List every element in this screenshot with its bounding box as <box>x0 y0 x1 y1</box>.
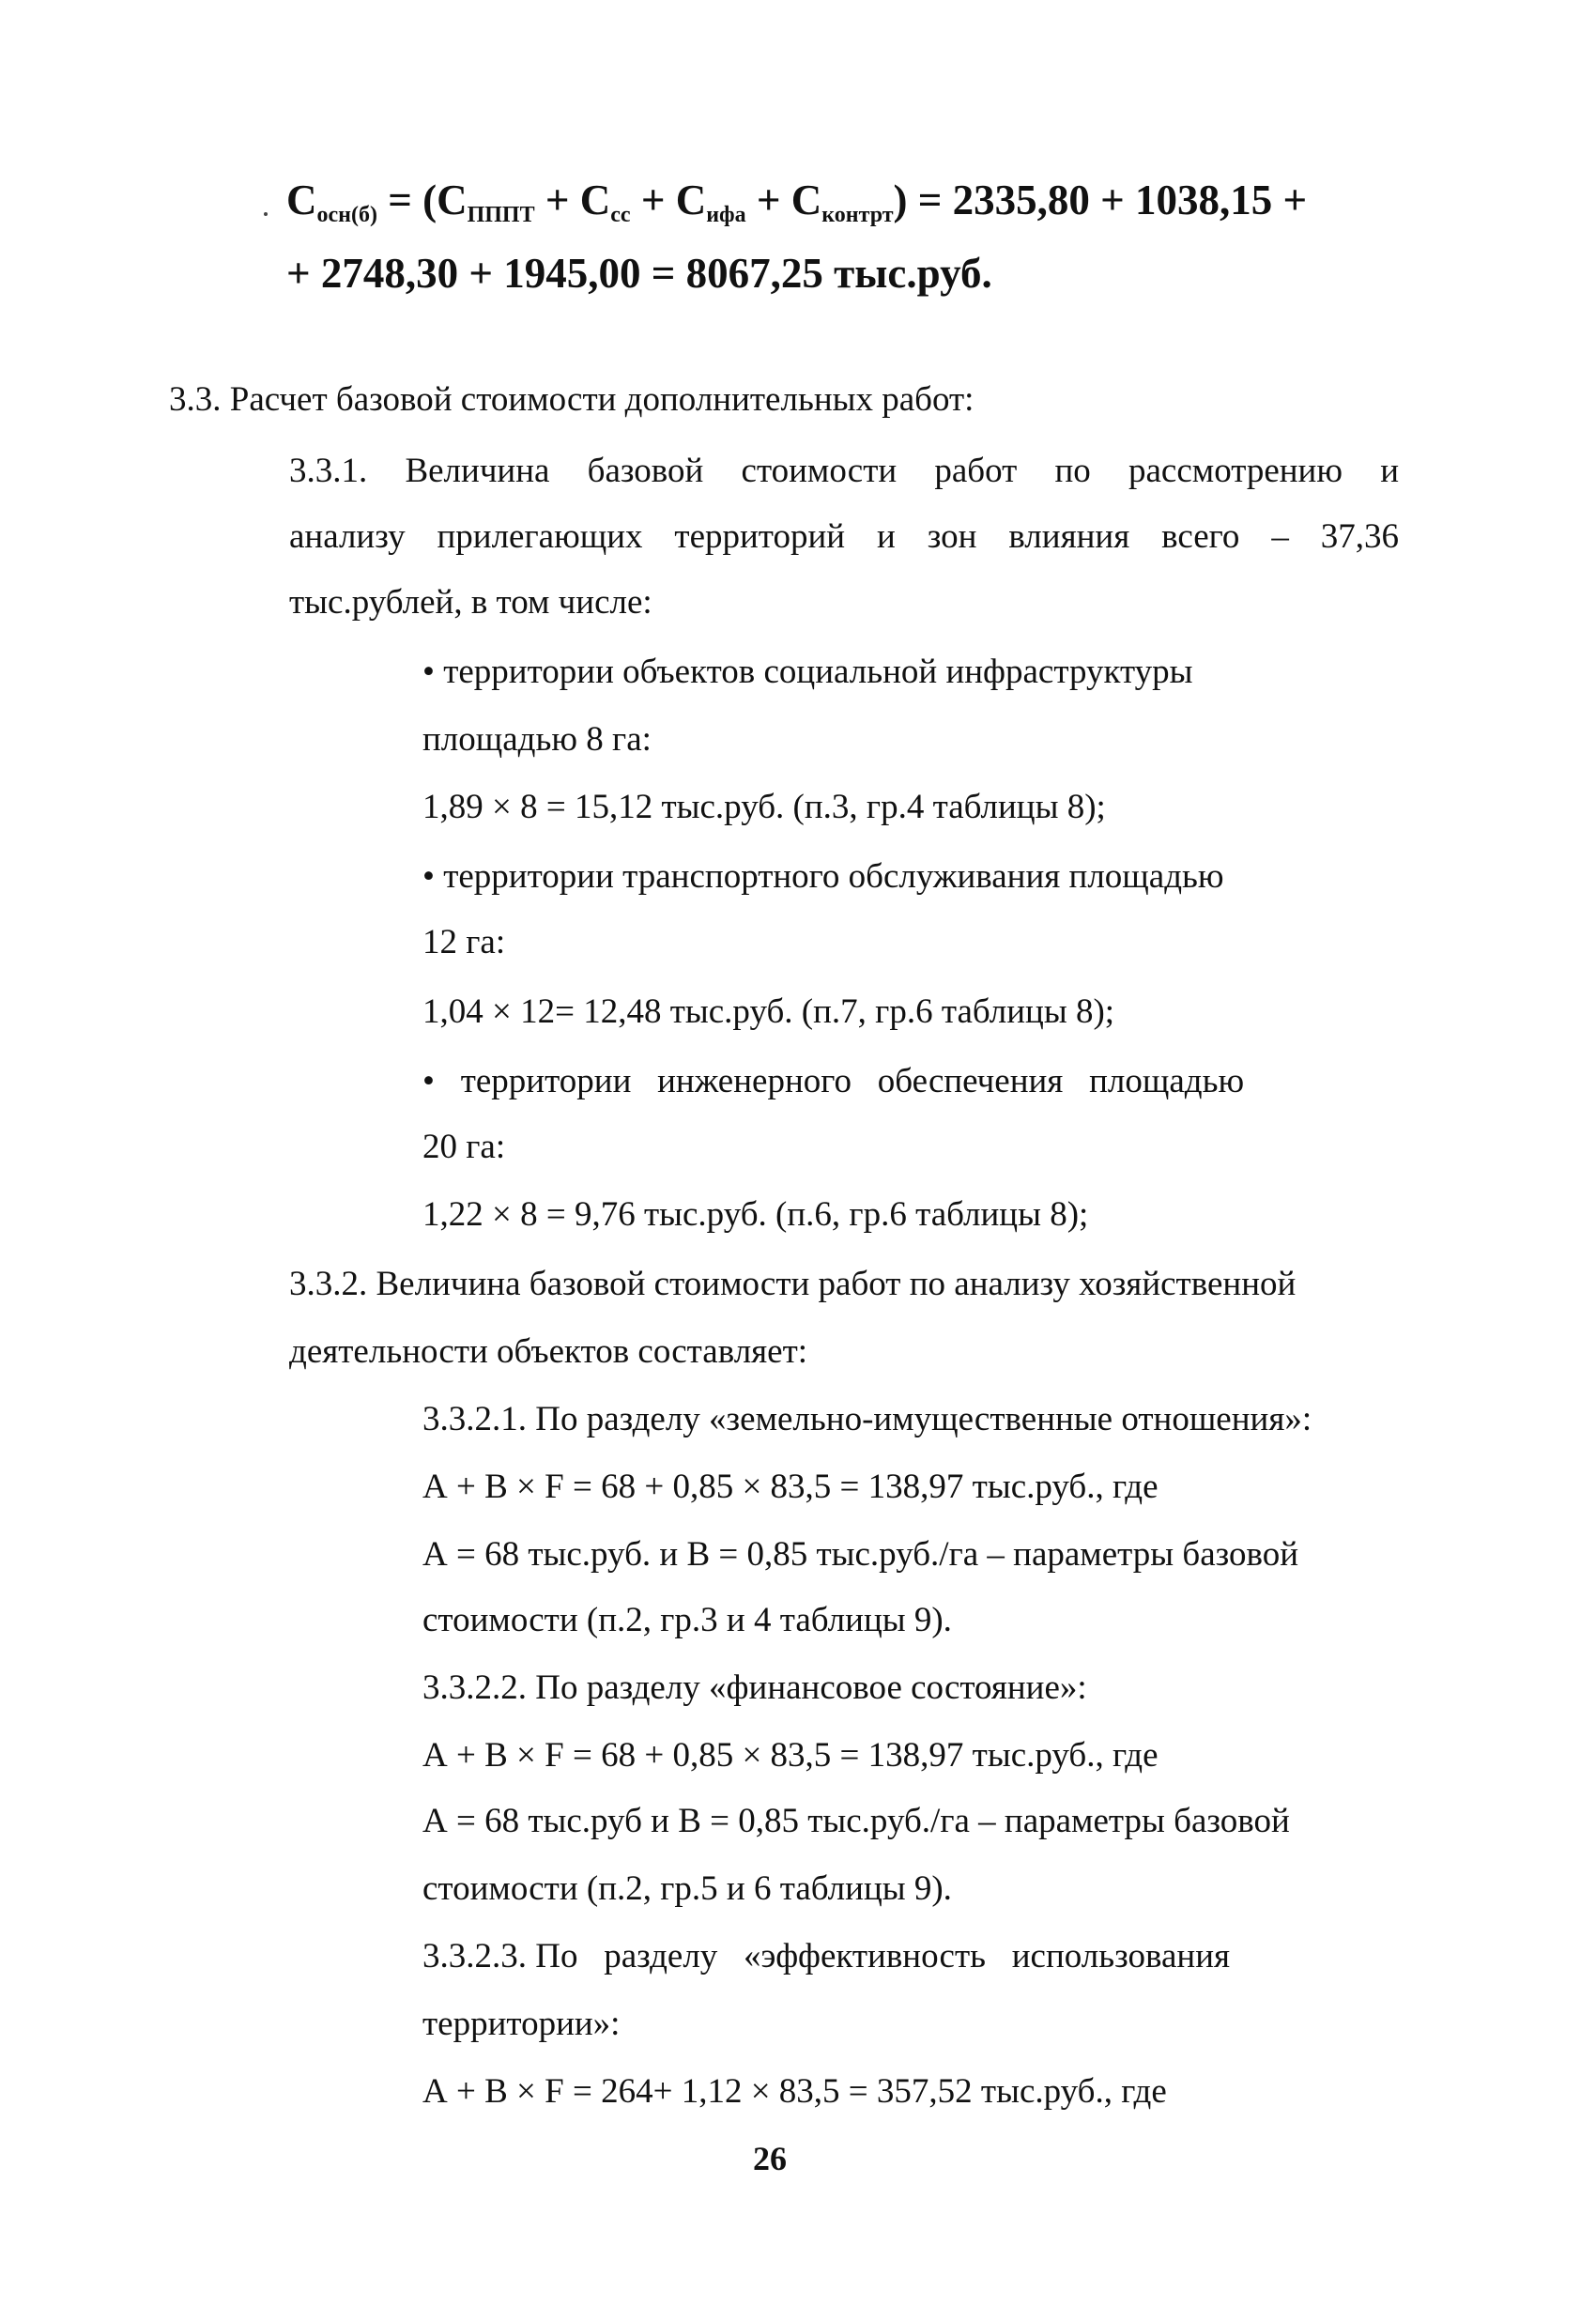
formula-part: + С <box>534 177 611 223</box>
bullet-item: 12 га: <box>422 923 506 961</box>
formula-lhs: С <box>286 177 317 223</box>
formula-line-2: + 2748,30 + 1945,00 = 8067,25 тыс.руб. <box>286 250 992 297</box>
params-line: А = 68 тыс.руб. и В = 0,85 тыс.руб./га – параметры базовой <box>422 1535 1299 1574</box>
calc-line: А + В × F = 68 + 0,85 × 83,5 = 138,97 тыс.руб., где <box>422 1468 1159 1506</box>
subsection-title: территории»: <box>422 2005 621 2043</box>
bullet-item: • территории инженерного обеспечения площадью <box>422 1062 1245 1100</box>
formula-sub-ifa: ифа <box>706 203 746 227</box>
bullet-item: площадью 8 га: <box>422 720 652 759</box>
formula-part: + С <box>630 177 707 223</box>
section-heading: 3.3. Расчет базовой стоимости дополнительных работ: <box>169 380 974 419</box>
calc-line: А + В × F = 68 + 0,85 × 83,5 = 138,97 тыс.руб., где <box>422 1736 1159 1775</box>
formula-sub-pppt: ПППТ <box>467 203 535 227</box>
paragraph-line: 3.3.2. Величина базовой стоимости работ по анализу хозяйственной <box>289 1265 1297 1303</box>
page-number: 26 <box>753 2140 787 2177</box>
paragraph-line: тыс.рублей, в том числе: <box>289 583 652 622</box>
params-line: стоимости (п.2, гр.3 и 4 таблицы 9). <box>422 1601 952 1639</box>
calc-line: 1,22 × 8 = 9,76 тыс.руб. (п.6, гр.6 таблицы 8); <box>422 1195 1089 1234</box>
paragraph-line: деятельности объектов составляет: <box>289 1332 808 1371</box>
formula-sub-ss: сс <box>610 203 631 227</box>
subsection-title: 3.3.2.3. По разделу «эффективность использования <box>422 1937 1231 1975</box>
formula-sub-kontrt: контрт <box>821 203 894 227</box>
formula-lhs-sub: осн(б) <box>316 203 377 227</box>
params-line: А = 68 тыс.руб и В = 0,85 тыс.руб./га – параметры базовой <box>422 1802 1290 1840</box>
formula-part: + С <box>745 177 822 223</box>
formula-part: = (С <box>376 177 468 223</box>
bullet-item: • территории объектов социальной инфраструктуры <box>422 653 1193 691</box>
paragraph-line: 3.3.1. Величина базовой стоимости работ по рассмотрению и <box>289 452 1399 490</box>
formula-line-1 <box>286 171 1307 244</box>
subsection-title: 3.3.2.1. По разделу «земельно-имущественные отношения»: <box>422 1400 1312 1438</box>
subsection-title: 3.3.2.2. По разделу «финансовое состояние»: <box>422 1668 1087 1707</box>
bullet-item: 20 га: <box>422 1128 506 1166</box>
calc-line: 1,89 × 8 = 15,12 тыс.руб. (п.3, гр.4 таблицы 8); <box>422 788 1106 826</box>
params-line: стоимости (п.2, гр.5 и 6 таблицы 9). <box>422 1869 952 1908</box>
formula-part: ) = 2335,80 + 1038,15 + <box>893 177 1308 223</box>
bullet-item: • территории транспортного обслуживания площадью <box>422 857 1224 896</box>
calc-line: А + В × F = 264+ 1,12 × 83,5 = 357,52 тыс.руб., где <box>422 2072 1167 2111</box>
scan-speck <box>264 212 268 216</box>
paragraph-line: анализу прилегающих территорий и зон влияния всего – 37,36 <box>289 517 1399 556</box>
calc-line: 1,04 × 12= 12,48 тыс.руб. (п.7, гр.6 таблицы 8); <box>422 992 1115 1031</box>
